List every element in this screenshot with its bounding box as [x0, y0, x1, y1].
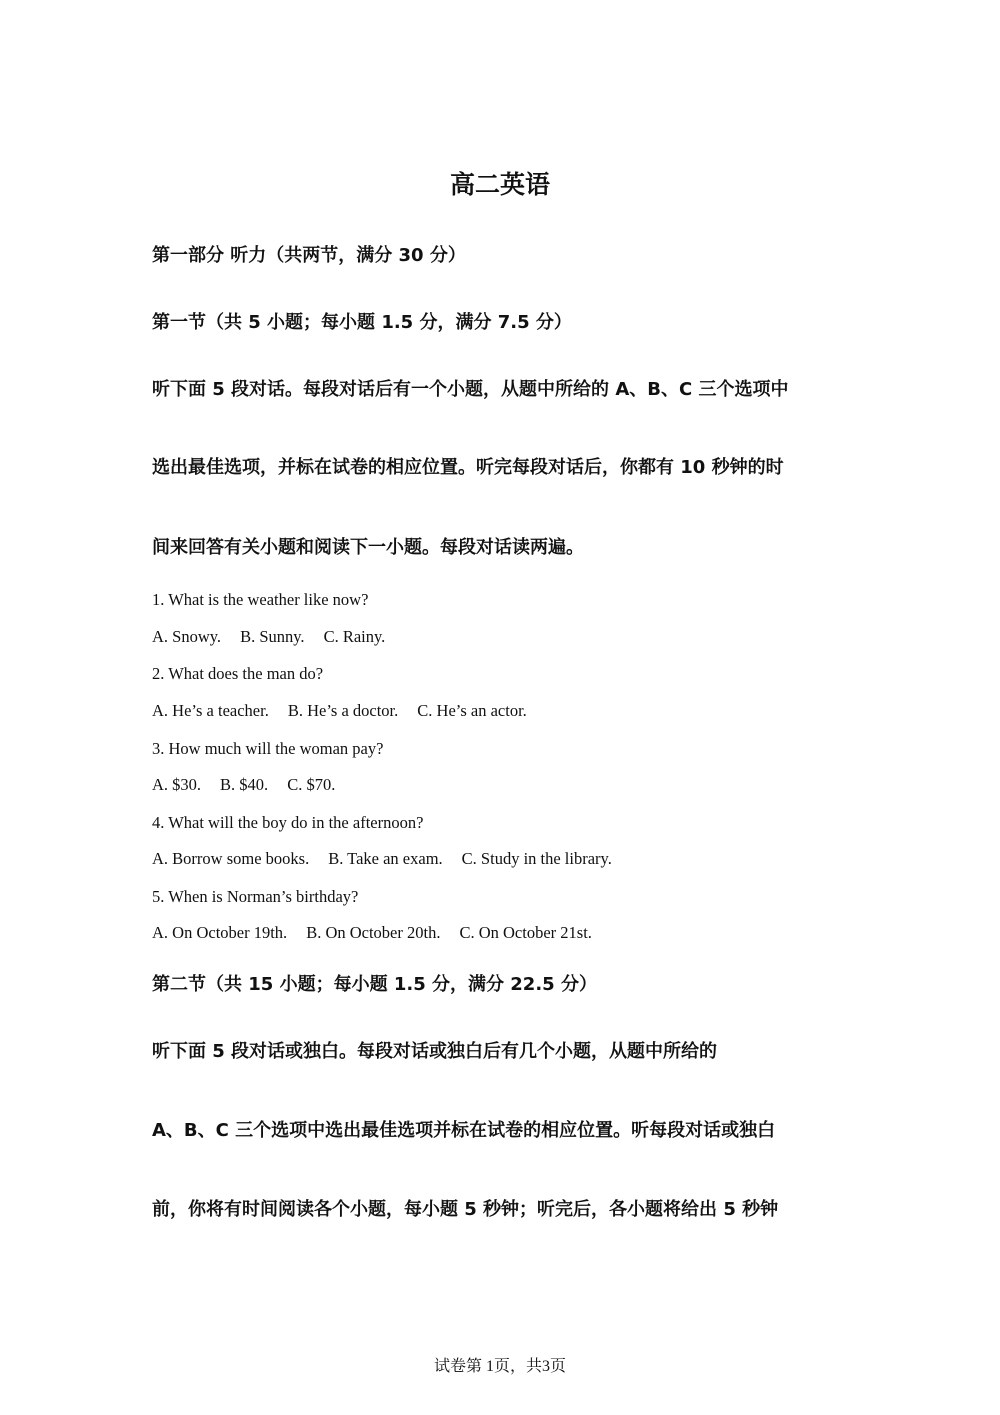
question-3-stem: 3. How much will the woman pay?	[152, 739, 384, 758]
section2-instruction-line: 前，你将有时间阅读各个小题，每小题 5 秒钟；听完后，各小题将给出 5 秒钟	[152, 1199, 779, 1220]
question-4-options	[152, 848, 612, 870]
option-c: C. Study in the library.	[461, 849, 612, 868]
section2-instruction-line: A、B、C 三个选项中选出最佳选项并标在试卷的相应位置。听每段对话或独白	[152, 1120, 776, 1141]
option-c: C. On October 21st.	[459, 923, 592, 942]
question-2-options	[152, 700, 527, 722]
question-4-stem: 4. What will the boy do in the afternoon?	[152, 813, 424, 832]
section2-instruction-line: 听下面 5 段对话或独白。每段对话或独白后有几个小题，从题中所给的	[152, 1041, 718, 1062]
question-5-stem: 5. When is Norman’s birthday?	[152, 887, 359, 906]
section1-heading: 第一节（共 5 小题；每小题 1.5 分，满分 7.5 分）	[152, 312, 572, 333]
question-2-stem: 2. What does the man do?	[152, 664, 324, 683]
question-1-options	[152, 626, 385, 648]
option-a: A. $30.	[152, 775, 202, 794]
question-3-options	[152, 774, 335, 796]
option-a: A. Borrow some books.	[152, 849, 310, 868]
option-b: B. He’s a doctor.	[287, 701, 399, 720]
part1-heading: 第一部分 听力（共两节，满分 30 分）	[152, 245, 466, 266]
option-a: A. Snowy.	[152, 627, 222, 646]
section1-instruction-line: 听下面 5 段对话。每段对话后有一个小题，从题中所给的 A、B、C 三个选项中	[152, 379, 789, 400]
page-footer: 试卷第 1页，共3页	[433, 1358, 566, 1375]
option-c: C. $70.	[287, 775, 336, 794]
section1-instruction-line: 选出最佳选项，并标在试卷的相应位置。听完每段对话后，你都有 10 秒钟的时	[152, 457, 784, 478]
question-5-options	[152, 922, 592, 944]
option-b: B. $40.	[220, 775, 269, 794]
option-c: C. He’s an actor.	[417, 701, 527, 720]
option-b: B. On October 20th.	[306, 923, 441, 942]
option-c: C. Rainy.	[323, 627, 386, 646]
page-title: 高二英语	[449, 170, 550, 199]
option-b: B. Take an exam.	[328, 849, 443, 868]
section1-instruction-line: 间来回答有关小题和阅读下一小题。每段对话读两遍。	[152, 537, 584, 558]
option-a: A. On October 19th.	[152, 923, 288, 942]
option-b: B. Sunny.	[240, 627, 305, 646]
question-1-stem: 1. What is the weather like now?	[152, 590, 369, 609]
option-a: A. He’s a teacher.	[152, 701, 269, 720]
section2-heading: 第二节（共 15 小题；每小题 1.5 分，满分 22.5 分）	[152, 974, 597, 995]
